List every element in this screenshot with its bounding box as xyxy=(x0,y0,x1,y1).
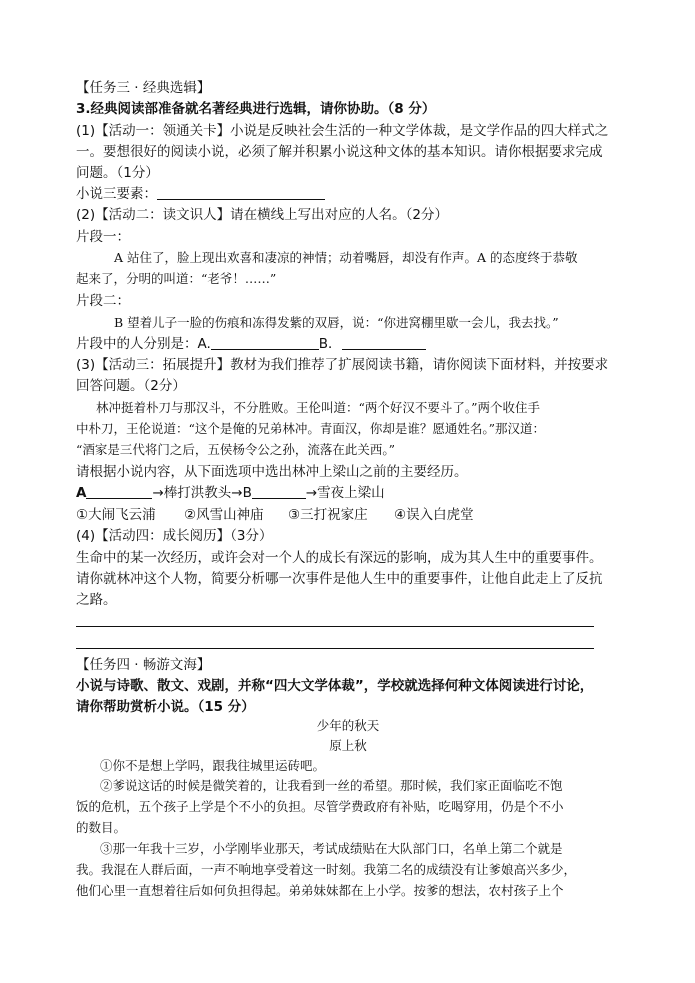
story-author: 原上秋 xyxy=(329,738,367,753)
activity1-text-line1: (1)【活动一：领通关卡】小说是反映社会生活的一种文学体裁，是文学作品的四大样式之 xyxy=(76,123,609,139)
story-paragraph-3-line2: 我。我混在人群后面，一声不响地享受着这一时刻。我第二名的成绩没有让爹娘高兴多少， xyxy=(76,862,577,877)
sequence-end: →雪夜上梁山 xyxy=(305,485,385,501)
fragment2-label: 片段二： xyxy=(76,293,130,309)
sequence-middle: →棒打洪教头→B xyxy=(152,485,252,501)
fragment2-line1: B 望着儿子一脸的伤痕和冻得发紫的双唇，说：“你进窝棚里歇一会儿，我去找。” xyxy=(114,315,559,330)
persons-prefix: 片段中的人分别是：A. xyxy=(76,336,211,352)
task4-intro-line1: 小说与诗歌、散文、戏剧，并称“四大文学体裁”，学校就选择何种文体阅读进行讨论， xyxy=(76,678,594,694)
activity4-text-line1: 生命中的某一次经历，或许会对一个人的成长有深远的影响，成为其人生中的重要事件。 xyxy=(76,550,603,566)
sequence-a-label: A xyxy=(76,485,87,501)
sequence-row xyxy=(76,484,385,502)
novel-elements-row xyxy=(76,185,325,203)
question-3-title: 3.经典阅读部准备就名著经典进行选辑，请你协助。（8 分） xyxy=(76,101,436,117)
lin-passage-line1: 林冲挺着朴刀与那汉斗，不分胜败。王伦叫道：“两个好汉不要斗了。”两个收住手 xyxy=(96,400,541,415)
fragment1-line1: A 站住了，脸上现出欢喜和凄凉的神情；动着嘴唇，却没有作声。A 的态度终于恭敬 xyxy=(114,250,578,265)
persons-answer-row xyxy=(76,335,426,353)
person-b-blank[interactable] xyxy=(342,335,426,350)
story-paragraph-3-line3: 他们心里一直想着往后如何负担得起。弟弟妹妹都在上小学。按爹的想法，农村孩子上个 xyxy=(76,883,564,898)
activity4-text-line2: 请你就林冲这个人物，简要分析哪一次事件是他人生中的重要事件，让他自此走上了反抗 xyxy=(76,571,603,587)
option-3: ③三打祝家庄 xyxy=(288,507,368,523)
answer-line-1[interactable] xyxy=(76,626,594,627)
option-1: ①大闹飞云浦 xyxy=(76,507,156,523)
lin-passage-line3: “酒家是三代将门之后，五侯杨令公之孙，流落在此关西。” xyxy=(76,442,396,457)
activity1-text-line3: 问题。（1分） xyxy=(76,165,159,181)
answer-line-2[interactable] xyxy=(76,648,594,649)
story-paragraph-1: ①你不是想上学吗，跟我往城里运砖吧。 xyxy=(100,758,326,773)
story-title: 少年的秋天 xyxy=(316,718,380,733)
lin-passage-line2: 中朴刀，王伦说道：“这个是俺的兄弟林冲。青面汉，你却是谁？愿通姓名。”那汉道： xyxy=(76,421,546,436)
fragment1-label: 片段一： xyxy=(76,229,130,245)
person-a-blank[interactable] xyxy=(211,335,319,350)
activity3-text-line1: (3)【活动三：拓展提升】教材为我们推荐了扩展阅读书籍，请你阅读下面材料，并按要求 xyxy=(76,357,609,373)
task3-header: 【任务三 · 经典选辑】 xyxy=(76,80,211,96)
novel-elements-blank[interactable] xyxy=(157,185,325,200)
activity3-text-line2: 回答问题。（2分） xyxy=(76,378,186,394)
fragment1-line2: 起来了，分明的叫道：“老爷！……” xyxy=(76,271,277,286)
option-2: ②风雪山神庙 xyxy=(184,507,264,523)
activity4-title: (4)【活动四：成长阅历】（3分） xyxy=(76,528,273,544)
story-paragraph-2-line2: 饭的危机，五个孩子上学是个不小的负担。尽管学费政府有补贴，吃喝穿用，仍是个不小 xyxy=(76,799,564,814)
sequence-a-blank[interactable] xyxy=(86,484,152,499)
novel-elements-label: 小说三要素： xyxy=(76,186,157,202)
persons-b-label: B． xyxy=(318,336,342,352)
choose-instruction: 请根据小说内容，从下面选项中选出林冲上梁山之前的主要经历。 xyxy=(76,464,468,480)
sequence-b-blank[interactable] xyxy=(252,484,306,499)
task4-intro-line2: 请你帮助赏析小说。（15 分） xyxy=(76,699,255,715)
activity4-text-line3: 之路。 xyxy=(76,592,117,608)
activity2-text: (2)【活动二：读文识人】请在横线上写出对应的人名。（2分） xyxy=(76,207,448,223)
story-paragraph-2-line1: ②爹说这话的时候是微笑着的，让我看到一丝的希望。那时候，我们家正面临吃不饱 xyxy=(100,778,563,793)
story-paragraph-3-line1: ③那一年我十三岁，小学刚毕业那天，考试成绩贴在大队部门口，名单上第二个就是 xyxy=(100,841,563,856)
option-4: ④误入白虎堂 xyxy=(394,507,474,523)
task4-header: 【任务四 · 畅游文海】 xyxy=(76,657,211,673)
story-paragraph-2-line3: 的数目。 xyxy=(76,820,127,835)
activity1-text-line2: 一。要想很好的阅读小说，必须了解并积累小说这种文体的基本知识。请你根据要求完成 xyxy=(76,144,603,160)
